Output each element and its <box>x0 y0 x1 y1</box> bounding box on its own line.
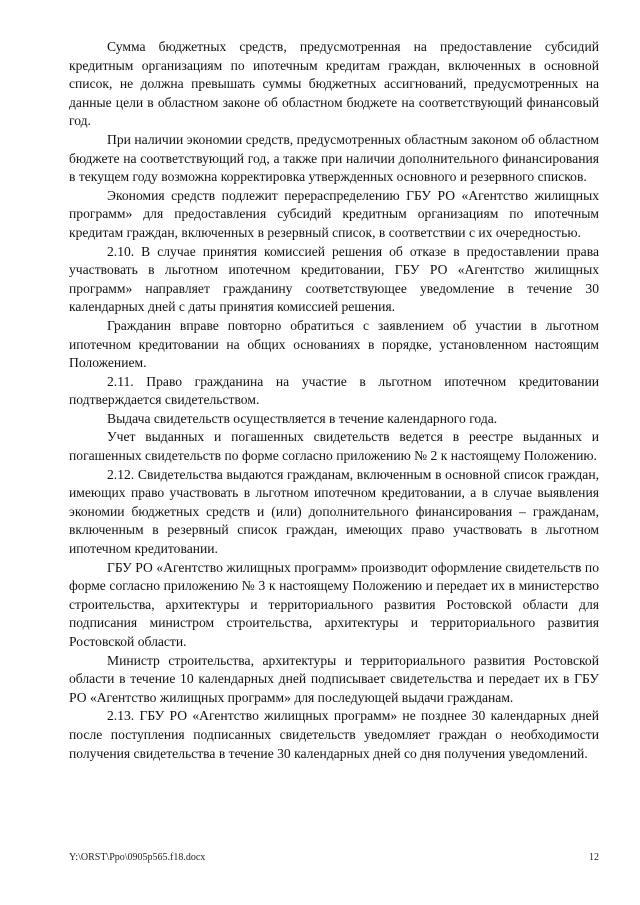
page-number: 12 <box>589 852 599 863</box>
paragraph-clause-2-10: 2.10. В случае принятия комиссией решения об отказе в предоставлении права участвовать в льготном ипотечном кредитовании, ГБУ РО «Агентство жилищных программ» направляет гражданину соответствующее уведомление в течение 30 календарных дней с даты принятия комиссией решения. <box>69 243 599 315</box>
document-body <box>69 38 599 763</box>
paragraph-budget-sum: Сумма бюджетных средств, предусмотренная на предоставление субсидий кредитным организациям по ипотечным кредитам граждан, включенных в основной список, не должна превышать суммы бюджетных ассигнований, предусмотренных на данные цели в областном законе об областном бюджете на соответствующий финансовый год. <box>69 39 599 129</box>
paragraph-savings-redistribution: Экономия средств подлежит перераспределению ГБУ РО «Агентство жилищных программ» для предоставления субсидий кредитным организациям по ипотечным кредитам граждан, включенных в резервный список, в соответствии с их очередностью. <box>69 187 599 240</box>
paragraph-clause-2-13: 2.13. ГБУ РО «Агентство жилищных программ» не позднее 30 календарных дней после поступления подписанных свидетельств уведомляет граждан о необходимости получения свидетельства в течение 30 календарных дней со дня получения уведомлений. <box>69 708 599 761</box>
paragraph-minister-signing: Министр строительства, архитектуры и территориального развития Ростовской области в течение 10 календарных дней подписывает свидетельства и передает их в ГБУ РО «Агентство жилищных программ» для последующей выдачи гражданам. <box>69 652 599 705</box>
footer-file-path: Y:\ORST\Ppo\0905p565.f18.docx <box>69 852 206 863</box>
paragraph-savings-correction: При наличии экономии средств, предусмотренных областным законом об областном бюджете на соответствующий год, а также при наличии дополнительного финансирования в текущем году возможна корректировка утвержденных основного и резервного списков. <box>69 131 599 185</box>
paragraph-certificate-preparation: ГБУ РО «Агентство жилищных программ» производит оформление свидетельств по форме согласно приложению № 3 к настоящему Положению и передает их в министерство строительства, архитектуры и территориального развития Ростовской области для подписания министром строительства, архитектуры и территориального развития Ростовской области. <box>69 559 599 649</box>
paragraph-certificate-issue-period: Выдача свидетельств осуществляется в течение календарного года. <box>107 410 498 426</box>
paragraph-reapply: Гражданин вправе повторно обратиться с заявлением об участии в льготном ипотечном кредитовании на общих основаниях в порядке, установленном настоящим Положением. <box>69 317 599 371</box>
paragraph-clause-2-11: 2.11. Право гражданина на участие в льготном ипотечном кредитовании подтверждается свидетельством. <box>69 373 599 408</box>
paragraph-clause-2-12: 2.12. Свидетельства выдаются гражданам, включенным в основной список граждан, имеющих право участвовать в льготном ипотечном кредитовании, а в случае выявления экономии бюджетных средств и (или) дополнительного финансирования – гражданам, включенным в резервный список граждан, имеющих право участвовать в льготном ипотечном кредитовании. <box>69 466 599 557</box>
paragraph-certificate-registry: Учет выданных и погашенных свидетельств ведется в реестре выданных и погашенных свидетельств по форме согласно приложению № 2 к настоящему Положению. <box>69 429 599 464</box>
